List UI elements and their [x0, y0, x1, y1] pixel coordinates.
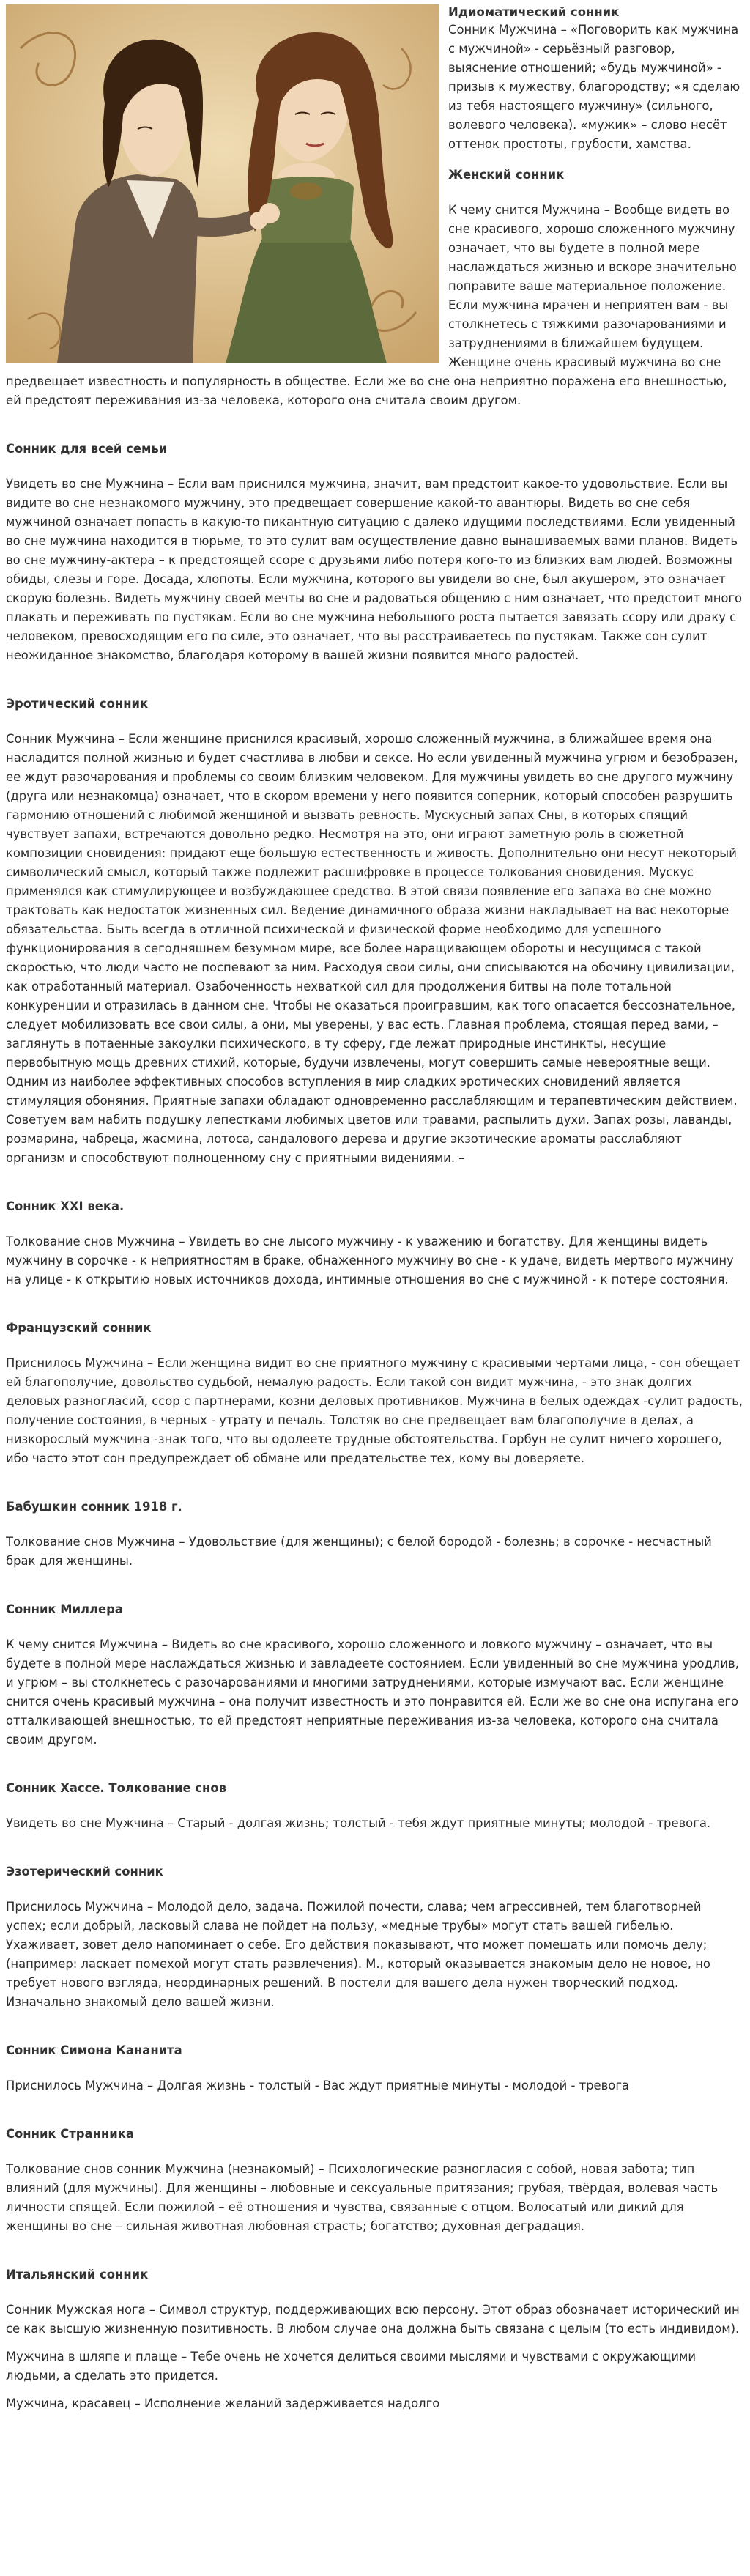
section-paragraph: Мужчина, красавец – Исполнение желаний задерживается надолго — [6, 2397, 440, 2410]
section-title: Сонник для всей семьи — [6, 442, 168, 456]
section-paragraph: Увидеть во сне Мужчина – Если вам приснился мужчина, значит, вам предстоит какое-то удовольствие. Если вы видите во сне незнакомого мужчину, это предвещает совершение какой-то авантюры. Видеть во сне себя мужчиной означает попасть в какую-то пикантную ситуацию с далеко идущими последствиями. Если увиденный во сне мужчина находится в тюрьме, то это сулит вам осуществление давно вынашиваемых вами планов. Видеть во сне мужчину-актера – к предстоящей ссоре с друзьями либо потеря кого-то из близких вам людей. Возможны обиды, слезы и горе. Досада, хлопоты. Если мужчина, которого вы увидели во сне, был акушером, это означает скорую болезнь. Видеть мужчину своей мечты во сне и радоваться общению с ним означает, что предстоит много плакать и переживать по пустякам. Если во сне мужчина небольшого роста пытается завязать ссору или драку с человеком, превосходящим его по силе, это означает, что вы расстраиваетесь по пустякам. Также сон сулит неожиданное знакомство, благодаря которому в вашей жизни появится много радостей. — [6, 477, 743, 662]
section-title: Французский сонник — [6, 1321, 152, 1335]
section-paragraph: К чему снится Мужчина – Видеть во сне красивого, хорошо сложенного и ловкого мужчину – означает, что вы будете в полной мере наслаждаться жизнью и завладеете состоянием. Если увиденный во сне мужчина уродлив, и угрюм – вы столкнетесь с разочарованиями и многими затруднениями, которые измучают вас. Если женщине снится очень красивый мужчина – она получит известность и это понравится ей. Если же во сне она испугана его отталкивающей внешностью, то ей предстоят неприятные переживания из-за человека, которого она считала своим другом. — [6, 1637, 739, 1747]
section-paragraph: Приснилось Мужчина – Если женщина видит во сне приятного мужчину с красивыми чертами лица, - сон обещает ей благополучие, довольство судьбой, немалую радость. Если такой сон видит мужчина, - это знак долгих деловых разногласий, ссор с партнерами, козни деловых противников. Мужчина в белых одеждах -сулит радость, получение состояния, в черных - утрату и печаль. Толстяк во сне предвещает вам благополучие в делах, а низкорослый мужчина -знак того, что вы одолеете трудные обстоятельства. Горбун не сулит ничего хорошего, ибо часто этот сон предупреждает об обмане или предательстве тех, кому вы доверяете. — [6, 1356, 743, 1465]
section-paragraph: Увидеть во сне Мужчина – Старый - долгая жизнь; толстый - тебя ждут приятные минуты; молодой - тревога. — [6, 1816, 711, 1830]
section-paragraph: Сонник Мужчина – Если женщине приснился красивый, хорошо сложенный мужчина, в ближайшее время она насладится полной жизнью и будет счастлива в любви и сексе. Но если увиденный мужчина угрюм и безобразен, ее ждут разочарования и проблемы со своим близким человеком. Для мужчины увидеть во сне другого мужчину (друга или незнакомца) означает, что в скором времени у него появится соперник, который способен разрушить гармонию отношений с любимой женщиной и вызвать ревность. Мускусный запах Сны, в которых спящий чувствует запахи, встречаются довольно редко. Несмотря на это, они играют заметную роль в сюжетной композиции сновидения: придают еще большую естественность и живость. Дополнительно они несут некоторый символический смысл, который также подлежит расшифровке в процессе толкования сновидения. Мускус применялся как стимулирующее и возбуждающее средство. В этой связи появление его запаха во сне можно трактовать как недостаток жизненных сил. Ведение динамичного образа жизни накладывает на вас некоторые обязательства. Быть всегда в отличной психической и физической форме необходимо для успешного функционирования в сегодняшнем безумном мире, все более наращивающем обороты и несущимся с такой скоростью, что люди часто не поспевают за ним. Расходуя свои силы, они списываются на обочину цивилизации, как отработанный материал. Озабоченность нехваткой сил для продолжения битвы на поле тотальной конкуренции и отразилась в данном сне. Чтобы не оказаться проигравшим, как того опасается бессознательное, следует мобилизовать все свои силы, а они, мы уверены, у вас есть. Главная проблема, стоящая перед вами, – заглянуть в потаенные закоулки психического, в ту сферу, где лежат природные инстинкты, несущие первобытную мощь древних стихий, которые, будучи извлечены, могут совершить самые невероятные вещи. Одним из наиболее эффективных способов вступления в мир сладких эротических сновидений является стимуляция обоняния. Приятные запахи обладают одновременно расслабляющим и терапевтическим действием. Советуем вам набить подушку лепестками любимых цветов или травами, распылить духи. Запах розы, лаванды, розмарина, чабреца, жасмина, лотоса, сандалового дерева и другие экзотические ароматы расслабляют организм и способствуют полноценному сну с приятными видениями. – — [6, 732, 738, 1165]
section-paragraph: Толкование снов Мужчина – Удовольствие (для женщины); с белой бородой - болезнь; в сорочке - несчастный брак для женщины. — [6, 1535, 712, 1568]
section-wanderer — [6, 2104, 744, 2245]
section-title: Идиоматический сонник — [448, 5, 620, 19]
section-title: Итальянский сонник — [6, 2268, 149, 2281]
section-paragraph: Приснилось Мужчина – Молодой дело, задача. Пожилой почести, слава; чем агрессивней, тем благотворней успех; если добрый, ласковый слава не пойдет на пользу, «медные трубы» могут стать вашей гибелью. Ухаживает, зовет дело напоминает о себе. Его действия показывают, что может помешать или помочь делу; (например: ласкает помехой могут стать развлечения). М., который оказывается знакомым дело не новое, но требует нового взгляда, неординарных решений. В постели для вашего дела нужен творческий подход. Изначально знакомый дело вашей жизни. — [6, 1900, 710, 2009]
section-title: Сонник Симона Кананита — [6, 2043, 182, 2057]
section-title: Эротический сонник — [6, 697, 149, 711]
section-simon — [6, 2021, 744, 2104]
section-paragraph: Мужчина в шляпе и плаще – Тебе очень не хочется делиться своими мыслями и чувствами с окружающими людьми, а сделать это придется. — [6, 2350, 697, 2383]
section-hasse — [6, 1758, 744, 1842]
section-title: Сонник Хассе. Толкование снов — [6, 1781, 227, 1795]
couple-illustration-icon — [6, 4, 439, 363]
section-title: Сонник Странника — [6, 2127, 134, 2141]
section-title: Сонник Миллера — [6, 1602, 123, 1616]
section-title: Сонник XXI века. — [6, 1199, 125, 1213]
section-paragraph: Сонник Мужчина – «Поговорить как мужчина с мужчиной» - серьёзный разговор, выяснение отношений; «будь мужчиной» - призыв к мужеству, благородству; «я сделаю из тебя настоящего мужчину» (сильного, волевого человека). «мужик» – слово несёт оттенок простоты, грубости, хамства. — [448, 23, 740, 151]
section-title: Бабушкин сонник 1918 г. — [6, 1500, 182, 1514]
section-paragraph: К чему снится Мужчина – Вообще видеть во сне красивого, хорошо сложенного мужчину означает, что вы будете в полной мере наслаждаться жизнью и вскоре значительно поправите ваше материальное положение. Если мужчина мрачен и неприятен вам - вы столкнетесь с тяжкими разочарованиями и затруднениями в ближайшем будущем. Женщине очень красивый мужчина во сне предвещает известность и популярность в обществе. Если же во сне она неприятно поражена его внешностью, ей предстоят переживания из-за человека, которого она считала своим другом. — [6, 203, 737, 407]
section-paragraph: Толкование снов сонник Мужчина (незнакомый) – Психологические разногласия с собой, новая забота; тип влияний (для мужчины). Для женщины – любовные и сексуальные притязания; грубая, твёрдая, волевая часть личности спящей. Если пожилой – её отношения и чувства, связанные с отцом. Волосатый или дикий для женщины во сне – сильная животная любовная страсть; богатство; духовная деградация. — [6, 2162, 719, 2233]
section-esoteric — [6, 1842, 744, 2021]
section-paragraph: Сонник Мужская нога – Символ структур, поддерживающих всю персону. Этот образ обозначает исторический ин се как высшую жизненную позитивность. В любом случае она должна быть связана с целым (то есть индивидом). — [6, 2303, 740, 2336]
section-title: Женский сонник — [448, 168, 565, 182]
section-family — [6, 419, 744, 674]
section-french — [6, 1298, 744, 1477]
section-paragraph: Толкование снов Мужчина – Увидеть во сне лысого мужчину - к уважению и богатству. Для женщины видеть мужчину в сорочке - к неприятностям в браке, обнаженного мужчину во сне - к удаче, видеть мертвого мужчину на улице - к открытию новых источников дохода, интимные отношения во сне с мужчиной - к потере состояния. — [6, 1235, 734, 1287]
couple-illustration — [6, 4, 439, 363]
section-italian — [6, 2245, 744, 2422]
section-paragraph: Приснилось Мужчина – Долгая жизнь - толстый - Вас ждут приятные минуты - молодой - тревога — [6, 2079, 629, 2092]
section-title: Эзотерический сонник — [6, 1865, 163, 1879]
section-erotic — [6, 674, 744, 1177]
section-miller — [6, 1580, 744, 1758]
section-xxi — [6, 1177, 744, 1298]
section-grandma — [6, 1477, 744, 1580]
